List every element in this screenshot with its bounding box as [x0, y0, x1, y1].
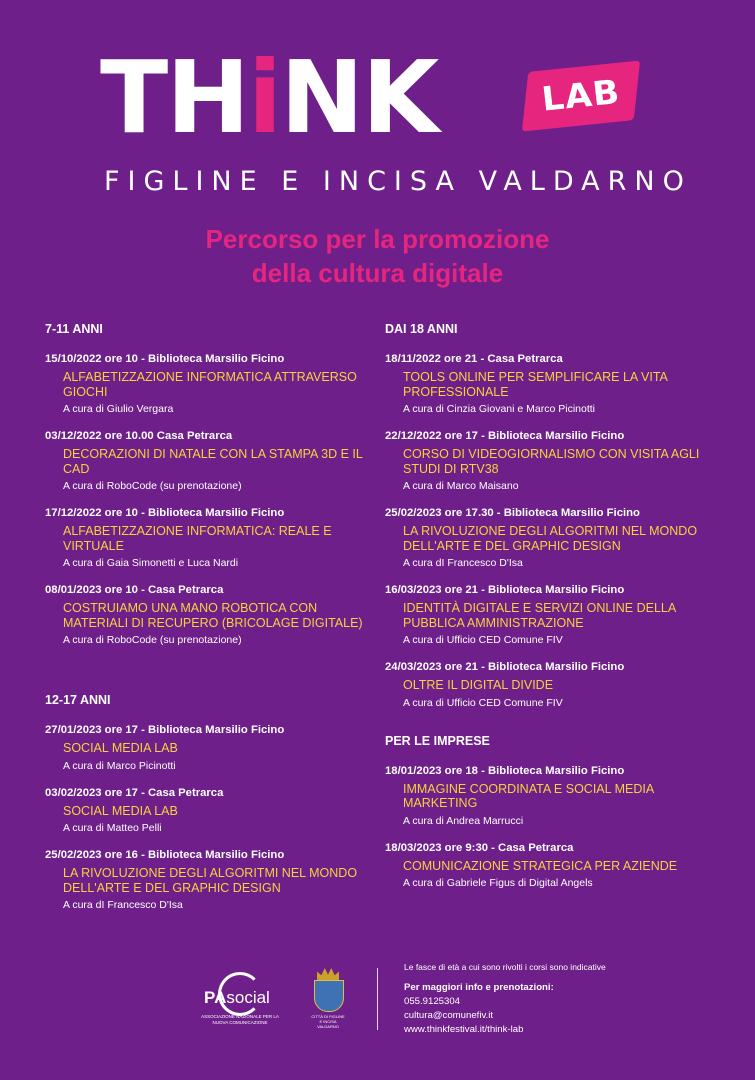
event-date: 25/02/2023 ore 17.30 - Biblioteca Marsilio Ficino [385, 507, 640, 519]
event-title: LA RIVOLUZIONE DEGLI ALGORITMI NEL MONDO DELL'ARTE E DEL GRAPHIC DESIGN [63, 866, 358, 895]
event-organizer: A cura di RoboCode (su prenotazione) [63, 480, 242, 492]
event-organizer: A cura di Ufficio CED Comune FIV [403, 634, 563, 646]
event-organizer: A cura di Marco Picinotti [63, 759, 176, 772]
age-note: Le fasce di età a cui sono rivolti i corsi sono indicative [404, 962, 606, 972]
event-title: COSTRUIAMO UNA MANO ROBOTICA CON MATERIALI DI RECUPERO (BRICOLAGE DIGITALE) [63, 601, 363, 630]
event-title: OLTRE IL DIGITAL DIVIDE [403, 678, 554, 692]
event-item [385, 352, 725, 416]
event-item [385, 660, 725, 710]
event-title: CORSO DI VIDEOGIORNALISMO CON VISITA AGLI STUDI DI RTV38 [403, 447, 700, 476]
logo-part-i: i [247, 39, 281, 156]
event-item [45, 429, 385, 493]
lab-badge [522, 60, 640, 131]
pa-text-a: PA [204, 988, 227, 1007]
subtitle-line1: Percorso per la promozione [205, 224, 550, 254]
event-item [385, 583, 725, 647]
event-title: LA RIVOLUZIONE DEGLI ALGORITMI NEL MONDO DELL'ARTE E DEL GRAPHIC DESIGN [403, 524, 698, 553]
section-heading: 12-17 ANNI [45, 693, 111, 707]
left-column [45, 322, 385, 912]
event-item [385, 429, 725, 493]
event-item [45, 352, 385, 416]
event-organizer: A cura di Ufficio CED Comune FIV [403, 696, 563, 709]
event-date: 22/12/2022 ore 17 - Biblioteca Marsilio Ficino [385, 430, 625, 442]
event-date: 08/01/2023 ore 10 - Casa Petrarca [45, 584, 224, 596]
event-date: 18/03/2023 ore 9:30 - Casa Petrarca [385, 841, 574, 854]
shield-icon [314, 980, 344, 1012]
right-column [385, 322, 725, 890]
event-date: 25/02/2023 ore 16 - Biblioteca Marsilio Ficino [45, 849, 285, 861]
event-item [45, 506, 385, 570]
event-date: 18/01/2023 ore 18 - Biblioteca Marsilio Ficino [385, 764, 625, 777]
lab-badge-text: LAB [539, 72, 623, 120]
event-title: IMMAGINE COORDINATA E SOCIAL MEDIA MARKETING [403, 781, 654, 810]
event-date: 18/11/2022 ore 21 - Casa Petrarca [385, 353, 563, 365]
contact-info [404, 981, 554, 1037]
contact-website[interactable]: www.thinkfestival.it/think-lab [404, 1024, 524, 1035]
event-organizer: A cura di Cinzia Giovani e Marco Picinotti [403, 403, 595, 415]
event-date: 24/03/2023 ore 21 - Biblioteca Marsilio Ficino [385, 661, 625, 673]
municipality-crest [310, 966, 346, 1032]
think-lab-logo [100, 39, 692, 198]
logo-place: FIGLINE E INCISA VALDARNO [104, 166, 692, 197]
event-title: IDENTITÀ DIGITALE E SERVIZI ONLINE DELLA PUBBLICA AMMINISTRAZIONE [403, 601, 676, 630]
event-item [45, 848, 385, 912]
event-organizer: A cura dI Francesco D'Isa [403, 557, 523, 569]
event-title: TOOLS ONLINE PER SEMPLIFICARE LA VITA PROFESSIONALE [403, 370, 668, 399]
event-date: 03/02/2023 ore 17 - Casa Petrarca [45, 786, 224, 799]
event-date: 03/12/2022 ore 10.00 Casa Petrarca [45, 430, 233, 442]
section-heading: DAI 18 ANNI [385, 322, 458, 336]
section-heading: PER LE IMPRESE [385, 733, 490, 748]
event-organizer: A cura dI Francesco D'Isa [63, 899, 183, 911]
event-organizer: A cura di Marco Maisano [403, 480, 519, 492]
event-title: SOCIAL MEDIA LAB [63, 741, 178, 755]
event-item [385, 841, 725, 891]
event-item [385, 764, 725, 828]
event-date: 17/12/2022 ore 10 - Biblioteca Marsilio Ficino [45, 507, 285, 519]
event-item [45, 723, 385, 773]
event-title: SOCIAL MEDIA LAB [63, 803, 178, 818]
contact-phone[interactable]: 055.9125304 [404, 996, 461, 1007]
event-organizer: A cura di Gabriele Figus di Digital Angels [403, 877, 593, 889]
contact-email[interactable]: cultura@comunefiv.it [404, 1010, 494, 1021]
event-date: 27/01/2023 ore 17 - Biblioteca Marsilio Ficino [45, 724, 285, 736]
footer-divider [377, 968, 378, 1030]
event-organizer: A cura di RoboCode (su prenotazione) [63, 634, 242, 646]
event-item [45, 786, 385, 836]
event-title: ALFABETIZZAZIONE INFORMATICA ATTRAVERSO GIOCHI [63, 370, 357, 399]
crown-icon [317, 968, 339, 980]
logo-wordmark [100, 39, 438, 156]
pa-text-b: social [226, 988, 270, 1007]
event-title: ALFABETIZZAZIONE INFORMATICA: REALE E VIRTUALE [63, 524, 332, 553]
event-item [385, 506, 725, 570]
subtitle [0, 222, 755, 290]
event-date: 16/03/2023 ore 21 - Biblioteca Marsilio Ficino [385, 584, 625, 596]
event-organizer: A cura di Giulio Vergara [63, 403, 174, 415]
event-item [45, 583, 385, 647]
crest-caption: CITTÀ DI FIGLINE E INCISA VALDARNO [311, 1014, 345, 1029]
subtitle-line2: della cultura digitale [251, 258, 504, 288]
pa-social-wordmark [204, 988, 270, 1008]
pa-social-caption: ASSOCIAZIONE NAZIONALE PER LA NUOVA COMUNICAZIONE [201, 1014, 279, 1025]
event-organizer: A cura di Andrea Marrucci [403, 814, 524, 827]
event-date: 15/10/2022 ore 10 - Biblioteca Marsilio Ficino [45, 353, 285, 365]
contact-label: Per maggiori info e prenotazioni: [404, 982, 554, 993]
event-title: COMUNICAZIONE STRATEGICA PER AZIENDE [403, 858, 678, 873]
section-heading: 7-11 ANNI [45, 322, 103, 336]
event-organizer: A cura di Matteo Pelli [63, 822, 162, 834]
logo-part-th: TH [100, 39, 248, 156]
logo-part-nk: NK [280, 39, 438, 156]
event-title: DECORAZIONI DI NATALE CON LA STAMPA 3D E IL CAD [63, 447, 363, 476]
event-organizer: A cura di Gaia Simonetti e Luca Nardi [63, 557, 239, 569]
pa-social-logo [196, 972, 282, 1034]
